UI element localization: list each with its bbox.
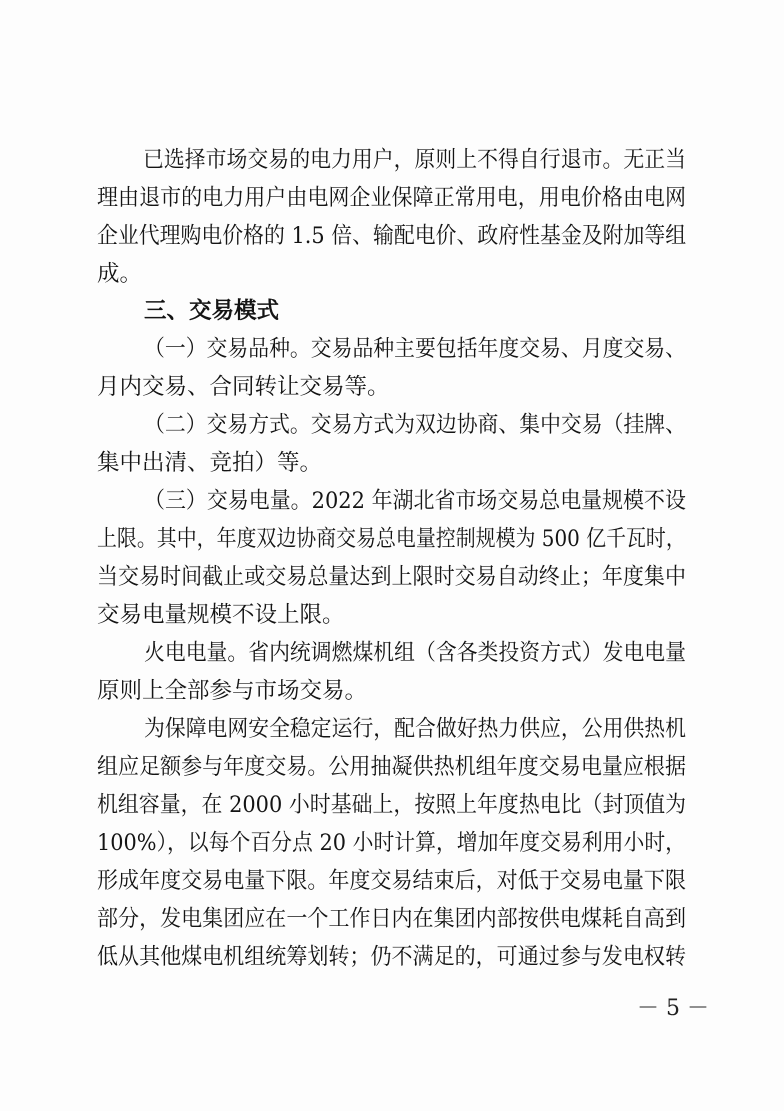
text-line: 当交易时间截止或交易总量达到上限时交易自动终止；年度集中	[97, 564, 687, 590]
page-number: － 5 －	[637, 996, 709, 1021]
text-line: 上限。其中，年度双边协商交易总电量控制规模为 500 亿千瓦时，	[97, 526, 686, 552]
text-line: 为保障电网安全稳定运行，配合做好热力供应，公用供热机	[144, 716, 687, 742]
text-line: 交易电量规模不设上限。	[97, 602, 345, 628]
text-line: 火电电量。省内统调燃煤机组（含各类投资方式）发电电量	[144, 640, 687, 666]
text-line: 100%），以每个百分点 20 小时计算，增加年度交易利用小时，	[97, 830, 687, 856]
text-line: 原则上全部参与市场交易。	[97, 678, 368, 704]
text-line: 组应足额参与年度交易。公用抽凝供热机组年度交易电量应根据	[97, 754, 687, 780]
text-line: 已选择市场交易的电力用户，原则上不得自行退市。无正当	[143, 147, 687, 173]
text-line: 月内交易、合同转让交易等。	[97, 374, 390, 400]
section-heading: 三、交易模式	[144, 298, 280, 324]
text-line: 成。	[97, 261, 143, 287]
text-line: （一）交易品种。交易品种主要包括年度交易、月度交易、	[144, 336, 687, 362]
text-line: 形成年度交易电量下限。年度交易结束后，对低于交易电量下限	[97, 868, 687, 894]
text-line: 部分，发电集团应在一个工作日内在集团内部按供电煤耗自高到	[97, 906, 687, 932]
text-line: （三）交易电量。2022 年湖北省市场交易总电量规模不设	[144, 488, 686, 514]
text-line: 低从其他煤电机组统筹划转；仍不满足的，可通过参与发电权转	[97, 944, 687, 970]
text-line: 集中出清、竞拍）等。	[97, 450, 323, 476]
text-line: 企业代理购电价格的 1.5 倍、输配电价、政府性基金及附加等组	[97, 223, 687, 249]
text-line: （二）交易方式。交易方式为双边协商、集中交易（挂牌、	[144, 412, 687, 438]
text-line: 机组容量，在 2000 小时基础上，按照上年度热电比（封顶值为	[97, 792, 687, 818]
text-line: 理由退市的电力用户由电网企业保障正常用电，用电价格由电网	[97, 185, 687, 211]
